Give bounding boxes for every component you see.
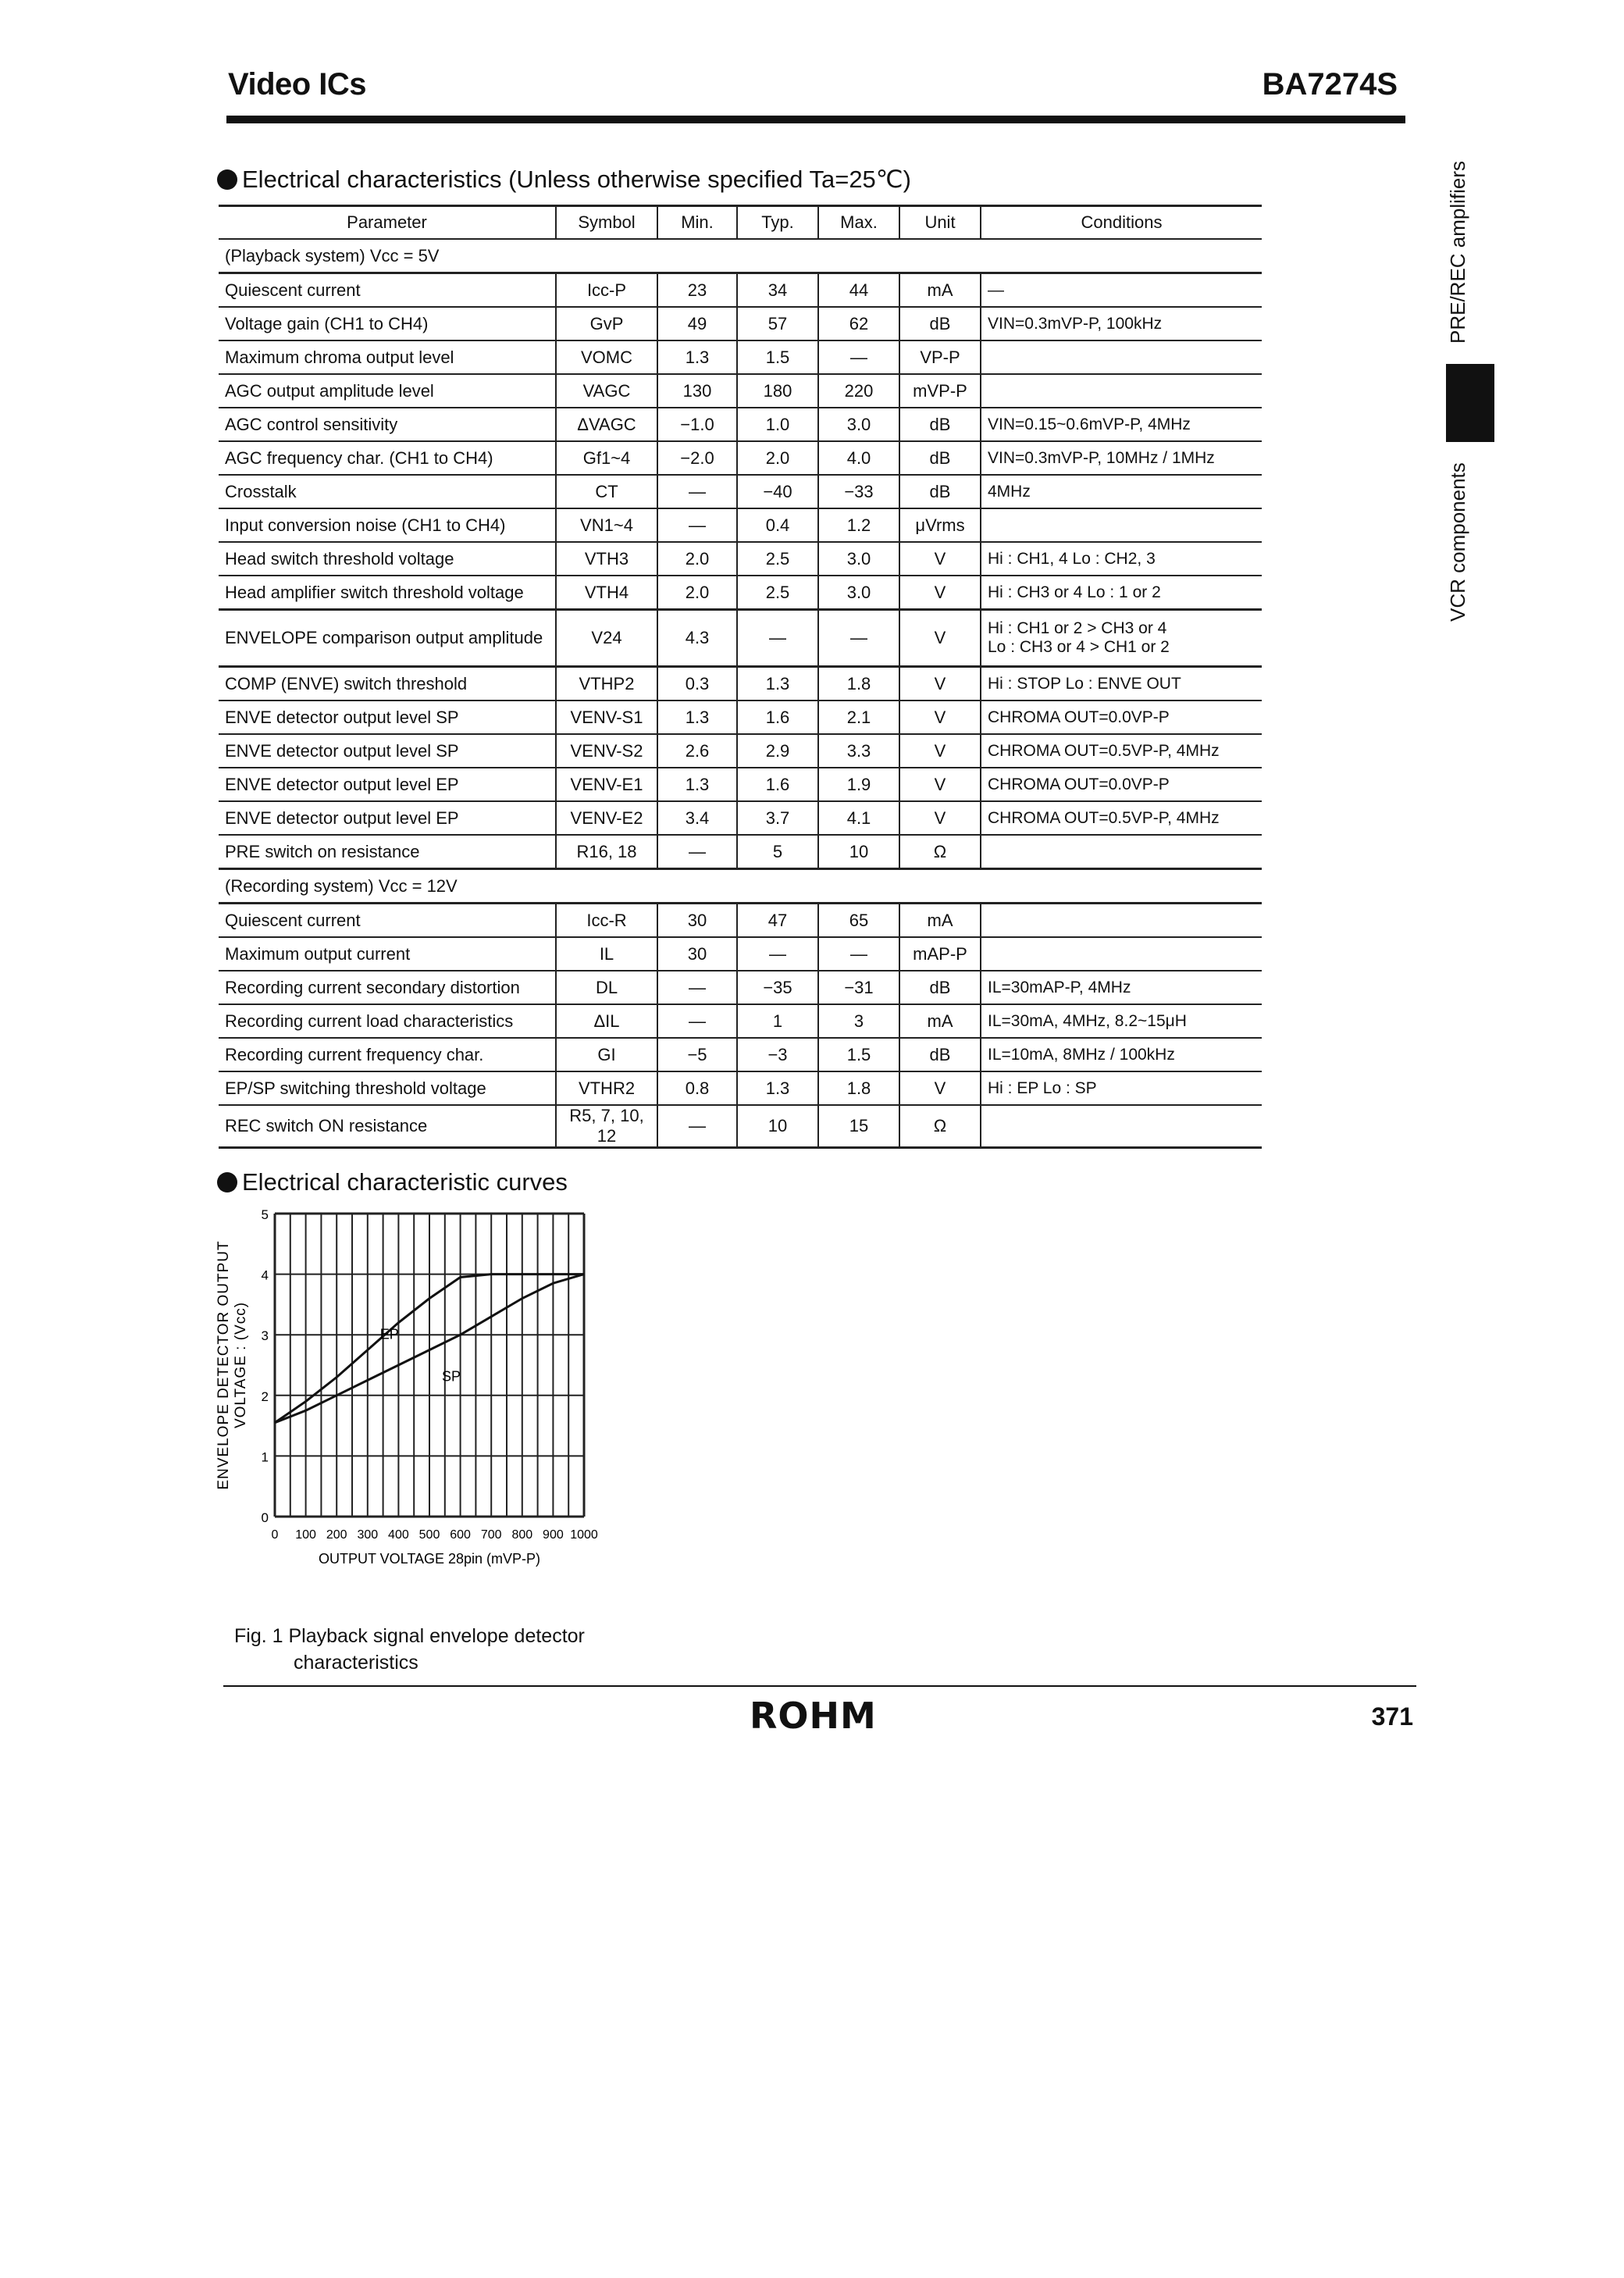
min-cell: — — [657, 971, 737, 1004]
param-cell: Maximum output current — [219, 937, 556, 971]
table-row — [219, 542, 1262, 576]
symbol-cell: R5, 7, 10, 12 — [556, 1105, 657, 1148]
param-cell: REC switch ON resistance — [219, 1105, 556, 1148]
typ-cell: 1.5 — [737, 340, 818, 374]
conditions-cell: IL=10mA, 8MHz / 100kHz — [981, 1038, 1262, 1071]
x-tick-label: 700 — [480, 1528, 502, 1542]
typ-cell: 2.5 — [737, 576, 818, 610]
conditions-cell: IL=30mAP-P, 4MHz — [981, 971, 1262, 1004]
conditions-cell: VIN=0.3mVP-P, 100kHz — [981, 307, 1262, 340]
table-row — [219, 1071, 1262, 1105]
symbol-cell: V24 — [556, 610, 657, 667]
max-cell: 1.8 — [818, 1071, 899, 1105]
min-cell: 1.3 — [657, 768, 737, 801]
unit-cell: V — [899, 801, 981, 835]
unit-cell: mA — [899, 1004, 981, 1038]
min-cell: 30 — [657, 904, 737, 938]
envelope-detector-chart — [211, 1195, 617, 1585]
conditions-cell: Hi : EP Lo : SP — [981, 1071, 1262, 1105]
side-label-vcr: VCR components — [1446, 462, 1469, 622]
unit-cell: dB — [899, 475, 981, 508]
typ-cell: 2.5 — [737, 542, 818, 576]
max-cell: 1.8 — [818, 667, 899, 701]
y-tick-label: 5 — [261, 1207, 269, 1222]
conditions-cell — [981, 937, 1262, 971]
max-cell: — — [818, 340, 899, 374]
conditions-cell: Hi : CH1 or 2 > CH3 or 4 Lo : CH3 or 4 > CH1 or 2 — [981, 610, 1262, 667]
unit-cell: dB — [899, 1038, 981, 1071]
rohm-logo: ROHM — [750, 1695, 877, 1737]
side-label-pre-rec: PRE/REC amplifiers — [1446, 160, 1469, 344]
max-cell: −31 — [818, 971, 899, 1004]
typ-cell: — — [737, 937, 818, 971]
x-tick-label: 400 — [388, 1528, 409, 1542]
symbol-cell: VENV-E2 — [556, 801, 657, 835]
max-cell: 44 — [818, 273, 899, 308]
conditions-cell: VIN=0.15~0.6mVP-P, 4MHz — [981, 408, 1262, 441]
min-cell: −1.0 — [657, 408, 737, 441]
y-tick-label: 1 — [261, 1449, 269, 1465]
conditions-cell: Hi : STOP Lo : ENVE OUT — [981, 667, 1262, 701]
spec-table — [219, 205, 1262, 1149]
param-cell: AGC frequency char. (CH1 to CH4) — [219, 441, 556, 475]
conditions-cell: Hi : CH3 or 4 Lo : 1 or 2 — [981, 576, 1262, 610]
conditions-cell — [981, 904, 1262, 938]
min-cell: — — [657, 1105, 737, 1148]
min-cell: 2.0 — [657, 542, 737, 576]
param-cell: COMP (ENVE) switch threshold — [219, 667, 556, 701]
header-part-number: BA7274S — [1262, 67, 1398, 102]
section-row-recording: (Recording system) Vcc = 12V — [219, 869, 1262, 904]
table-row — [219, 374, 1262, 408]
table-row — [219, 408, 1262, 441]
max-cell: 4.1 — [818, 801, 899, 835]
max-cell: 1.5 — [818, 1038, 899, 1071]
symbol-cell: CT — [556, 475, 657, 508]
side-tab-marker — [1446, 364, 1494, 442]
param-cell: ENVE detector output level SP — [219, 701, 556, 734]
param-cell: Voltage gain (CH1 to CH4) — [219, 307, 556, 340]
col-header: Min. — [657, 206, 737, 240]
min-cell: 0.3 — [657, 667, 737, 701]
unit-cell: VP-P — [899, 340, 981, 374]
y-tick-label: 4 — [261, 1267, 269, 1283]
typ-cell: 1.6 — [737, 701, 818, 734]
bullet-icon — [217, 1172, 237, 1192]
table-row — [219, 937, 1262, 971]
max-cell: 3.0 — [818, 576, 899, 610]
typ-cell: 1.6 — [737, 768, 818, 801]
unit-cell: V — [899, 542, 981, 576]
x-tick-label: 0 — [271, 1528, 279, 1542]
conditions-cell: 4MHz — [981, 475, 1262, 508]
max-cell: 10 — [818, 835, 899, 869]
table-row — [219, 441, 1262, 475]
typ-cell: −35 — [737, 971, 818, 1004]
min-cell: 4.3 — [657, 610, 737, 667]
unit-cell: V — [899, 734, 981, 768]
section-row-playback: (Playback system) Vcc = 5V — [219, 239, 1262, 273]
table-row — [219, 273, 1262, 308]
series-label-sp: SP — [442, 1368, 461, 1385]
max-cell: 4.0 — [818, 441, 899, 475]
min-cell: — — [657, 835, 737, 869]
typ-cell: 0.4 — [737, 508, 818, 542]
unit-cell: mAP-P — [899, 937, 981, 971]
table-row — [219, 508, 1262, 542]
x-tick-label: 800 — [511, 1528, 533, 1542]
unit-cell: V — [899, 701, 981, 734]
typ-cell: 2.9 — [737, 734, 818, 768]
param-cell: AGC output amplitude level — [219, 374, 556, 408]
x-tick-label: 600 — [450, 1528, 471, 1542]
symbol-cell: VENV-S2 — [556, 734, 657, 768]
unit-cell: V — [899, 667, 981, 701]
param-cell: ENVE detector output level SP — [219, 734, 556, 768]
conditions-cell: CHROMA OUT=0.0VP-P — [981, 701, 1262, 734]
x-tick-label: 300 — [357, 1528, 379, 1542]
table-row — [219, 971, 1262, 1004]
min-cell: 2.0 — [657, 576, 737, 610]
unit-cell: dB — [899, 408, 981, 441]
max-cell: 1.2 — [818, 508, 899, 542]
typ-cell: 57 — [737, 307, 818, 340]
typ-cell: 180 — [737, 374, 818, 408]
param-cell: Quiescent current — [219, 273, 556, 308]
table-row — [219, 667, 1262, 701]
min-cell: 0.8 — [657, 1071, 737, 1105]
min-cell: 1.3 — [657, 701, 737, 734]
min-cell: — — [657, 1004, 737, 1038]
symbol-cell: VN1~4 — [556, 508, 657, 542]
table-row — [219, 610, 1262, 667]
max-cell: 3 — [818, 1004, 899, 1038]
conditions-cell: CHROMA OUT=0.0VP-P — [981, 768, 1262, 801]
x-tick-label: 500 — [418, 1528, 440, 1542]
conditions-cell — [981, 1105, 1262, 1148]
y-axis-label-unit: VOLTAGE : (Vcc) — [233, 1301, 249, 1429]
param-cell: Recording current secondary distortion — [219, 971, 556, 1004]
conditions-cell: CHROMA OUT=0.5VP-P, 4MHz — [981, 801, 1262, 835]
param-cell: Crosstalk — [219, 475, 556, 508]
param-cell: ENVE detector output level EP — [219, 768, 556, 801]
col-header: Unit — [899, 206, 981, 240]
symbol-cell: VTH4 — [556, 576, 657, 610]
unit-cell: mA — [899, 273, 981, 308]
param-cell: Recording current load characteristics — [219, 1004, 556, 1038]
section-title-curves: Electrical characteristic curves — [217, 1168, 568, 1196]
y-axis-label: ENVELOPE DETECTOR OUTPUT — [215, 1240, 232, 1490]
min-cell: 49 — [657, 307, 737, 340]
x-tick-label: 100 — [295, 1528, 316, 1542]
unit-cell: μVrms — [899, 508, 981, 542]
typ-cell: 1.3 — [737, 667, 818, 701]
table-row — [219, 1038, 1262, 1071]
param-cell: Quiescent current — [219, 904, 556, 938]
conditions-cell: CHROMA OUT=0.5VP-P, 4MHz — [981, 734, 1262, 768]
table-row — [219, 1004, 1262, 1038]
col-header: Symbol — [556, 206, 657, 240]
footer-rule — [223, 1685, 1416, 1687]
page-number: 371 — [1371, 1702, 1413, 1731]
conditions-cell: Hi : CH1, 4 Lo : CH2, 3 — [981, 542, 1262, 576]
typ-cell: 47 — [737, 904, 818, 938]
typ-cell: 1.3 — [737, 1071, 818, 1105]
param-cell: Maximum chroma output level — [219, 340, 556, 374]
symbol-cell: R16, 18 — [556, 835, 657, 869]
table-row — [219, 734, 1262, 768]
unit-cell: V — [899, 610, 981, 667]
typ-cell: 10 — [737, 1105, 818, 1148]
conditions-cell: — — [981, 273, 1262, 308]
param-cell: EP/SP switching threshold voltage — [219, 1071, 556, 1105]
unit-cell: V — [899, 768, 981, 801]
col-header: Parameter — [219, 206, 556, 240]
symbol-cell: GI — [556, 1038, 657, 1071]
typ-cell: 34 — [737, 273, 818, 308]
min-cell: 130 — [657, 374, 737, 408]
symbol-cell: Icc-R — [556, 904, 657, 938]
param-cell: ENVE detector output level EP — [219, 801, 556, 835]
unit-cell: V — [899, 1071, 981, 1105]
header-category: Video ICs — [228, 67, 367, 102]
table-row — [219, 307, 1262, 340]
symbol-cell: VAGC — [556, 374, 657, 408]
typ-cell: 1.0 — [737, 408, 818, 441]
param-cell: Input conversion noise (CH1 to CH4) — [219, 508, 556, 542]
symbol-cell: DL — [556, 971, 657, 1004]
min-cell: −5 — [657, 1038, 737, 1071]
conditions-cell — [981, 508, 1262, 542]
unit-cell: Ω — [899, 1105, 981, 1148]
table-row — [219, 904, 1262, 938]
unit-cell: mA — [899, 904, 981, 938]
min-cell: −2.0 — [657, 441, 737, 475]
symbol-cell: VENV-S1 — [556, 701, 657, 734]
param-cell: AGC control sensitivity — [219, 408, 556, 441]
unit-cell: V — [899, 576, 981, 610]
max-cell: 3.3 — [818, 734, 899, 768]
table-row — [219, 701, 1262, 734]
symbol-cell: VOMC — [556, 340, 657, 374]
y-tick-label: 0 — [261, 1510, 269, 1525]
min-cell: 23 — [657, 273, 737, 308]
param-cell: Head switch threshold voltage — [219, 542, 556, 576]
max-cell: 3.0 — [818, 408, 899, 441]
typ-cell: −40 — [737, 475, 818, 508]
min-cell: 1.3 — [657, 340, 737, 374]
unit-cell: dB — [899, 441, 981, 475]
param-cell: Head amplifier switch threshold voltage — [219, 576, 556, 610]
symbol-cell: VTH3 — [556, 542, 657, 576]
conditions-cell: IL=30mA, 4MHz, 8.2~15μH — [981, 1004, 1262, 1038]
symbol-cell: ΔIL — [556, 1004, 657, 1038]
table-row — [219, 768, 1262, 801]
max-cell: 62 — [818, 307, 899, 340]
symbol-cell: ΔVAGC — [556, 408, 657, 441]
table-row — [219, 1105, 1262, 1148]
symbol-cell: VTHP2 — [556, 667, 657, 701]
bullet-icon — [217, 169, 237, 190]
symbol-cell: VTHR2 — [556, 1071, 657, 1105]
min-cell: — — [657, 508, 737, 542]
typ-cell: 2.0 — [737, 441, 818, 475]
param-cell: ENVELOPE comparison output amplitude — [219, 610, 556, 667]
unit-cell: dB — [899, 971, 981, 1004]
col-header: Typ. — [737, 206, 818, 240]
col-header: Conditions — [981, 206, 1262, 240]
typ-cell: 1 — [737, 1004, 818, 1038]
col-header: Max. — [818, 206, 899, 240]
min-cell: — — [657, 475, 737, 508]
section-title-electrical: Electrical characteristics (Unless otherwise specified Ta=25℃) — [217, 166, 911, 194]
max-cell: — — [818, 937, 899, 971]
conditions-cell — [981, 835, 1262, 869]
table-row — [219, 475, 1262, 508]
max-cell: 3.0 — [818, 542, 899, 576]
max-cell: 65 — [818, 904, 899, 938]
unit-cell: mVP-P — [899, 374, 981, 408]
max-cell: −33 — [818, 475, 899, 508]
table-row — [219, 801, 1262, 835]
x-tick-label: 200 — [326, 1528, 347, 1542]
max-cell: 1.9 — [818, 768, 899, 801]
table-row — [219, 340, 1262, 374]
conditions-cell — [981, 374, 1262, 408]
unit-cell: dB — [899, 307, 981, 340]
x-tick-label: 1000 — [570, 1528, 598, 1542]
param-cell: PRE switch on resistance — [219, 835, 556, 869]
typ-cell: 3.7 — [737, 801, 818, 835]
conditions-cell — [981, 340, 1262, 374]
table-row — [219, 835, 1262, 869]
max-cell: — — [818, 610, 899, 667]
series-label-ep: EP — [379, 1326, 399, 1342]
typ-cell: — — [737, 610, 818, 667]
max-cell: 220 — [818, 374, 899, 408]
y-tick-label: 3 — [261, 1328, 269, 1344]
typ-cell: 5 — [737, 835, 818, 869]
symbol-cell: VENV-E1 — [556, 768, 657, 801]
symbol-cell: IL — [556, 937, 657, 971]
x-axis-label: OUTPUT VOLTAGE 28pin (mVP-P) — [318, 1551, 541, 1567]
symbol-cell: GvP — [556, 307, 657, 340]
min-cell: 3.4 — [657, 801, 737, 835]
conditions-cell: VIN=0.3mVP-P, 10MHz / 1MHz — [981, 441, 1262, 475]
header-rule — [226, 116, 1405, 123]
symbol-cell: Gf1~4 — [556, 441, 657, 475]
table-row — [219, 576, 1262, 610]
param-cell: Recording current frequency char. — [219, 1038, 556, 1071]
symbol-cell: Icc-P — [556, 273, 657, 308]
max-cell: 15 — [818, 1105, 899, 1148]
min-cell: 30 — [657, 937, 737, 971]
x-tick-label: 900 — [543, 1528, 564, 1542]
max-cell: 2.1 — [818, 701, 899, 734]
min-cell: 2.6 — [657, 734, 737, 768]
y-tick-label: 2 — [261, 1389, 269, 1404]
figure-caption: Fig. 1 Playback signal envelope detector characteristics — [234, 1625, 585, 1674]
table-header-row — [219, 206, 1262, 240]
typ-cell: −3 — [737, 1038, 818, 1071]
unit-cell: Ω — [899, 835, 981, 869]
